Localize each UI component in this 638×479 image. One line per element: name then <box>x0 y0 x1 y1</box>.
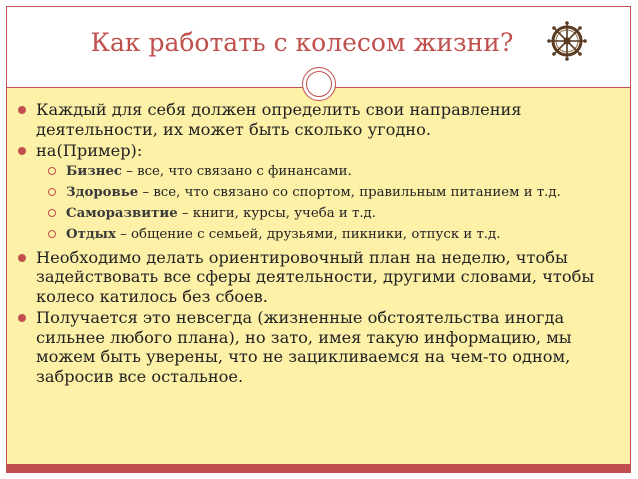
list-item-text: Каждый для себя должен определить свои направления деятельности, их может быть сколько угодно. <box>36 100 522 139</box>
list-item-text: Необходимо делать ориентировочный план на неделю, чтобы задействовать все сферы деятельности, другими словами, чтобы колесо катилось без сбоев. <box>36 247 595 306</box>
bullet-icon <box>18 106 26 114</box>
sub-list <box>16 164 616 243</box>
sub-item-text: – книги, курсы, учеба и т.д. <box>177 205 376 221</box>
list-item <box>16 141 616 161</box>
hollow-bullet-icon <box>48 209 56 217</box>
sub-item-text: – общение с семьей, друзьями, пикники, отпуск и т.д. <box>115 226 501 242</box>
sub-list-item <box>16 206 616 222</box>
sub-list-item <box>16 185 616 201</box>
sub-list-item <box>16 164 616 180</box>
sub-list-item <box>16 227 616 243</box>
hollow-bullet-icon <box>48 188 56 196</box>
divider-ornament <box>302 67 336 101</box>
sub-item-text: – все, что связано с финансами. <box>122 163 352 179</box>
sub-item-term: Бизнес <box>66 163 122 179</box>
bullet-list <box>16 100 616 388</box>
sub-item-term: Отдых <box>66 226 116 242</box>
ship-wheel-icon <box>547 21 587 61</box>
list-item <box>16 248 616 307</box>
list-item <box>16 308 616 386</box>
bullet-icon <box>18 254 26 262</box>
slide-title: Как работать с колесом жизни? <box>90 28 514 57</box>
list-item-text: на(Пример): <box>36 141 143 160</box>
sub-item-text: – все, что связано со спортом, правильным питанием и т.д. <box>138 184 561 200</box>
list-item <box>16 100 616 139</box>
hollow-bullet-icon <box>48 230 56 238</box>
sub-item-term: Саморазвитие <box>66 205 178 221</box>
bullet-icon <box>18 147 26 155</box>
bottom-band <box>6 464 631 473</box>
hollow-bullet-icon <box>48 167 56 175</box>
sub-item-term: Здоровье <box>66 184 139 200</box>
list-item-text: Получается это невсегда (жизненные обстоятельства иногда сильнее любого плана), но зато, имея такую информацию, мы можем быть уверены, что не зацикливаемся на чем-то одном, забросив все остальное. <box>36 308 572 386</box>
bullet-icon <box>18 314 26 322</box>
